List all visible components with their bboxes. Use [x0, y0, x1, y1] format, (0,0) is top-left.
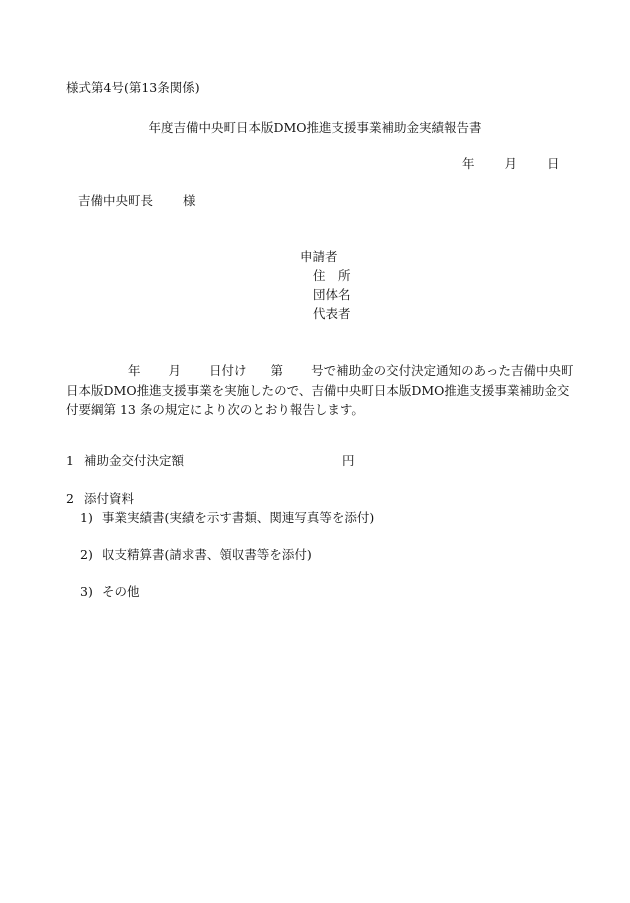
applicant-address-label: 住 所 — [313, 268, 351, 283]
grant-item-number: 1 — [66, 453, 74, 468]
body-no-prefix: 第 — [270, 363, 284, 378]
subitem-number: 1) — [80, 510, 93, 525]
applicant-org-label: 団体名 — [313, 287, 351, 302]
subitem-label: 事業実績書(実績を示す書類、関連写真等を添付) — [102, 510, 375, 525]
subitem-number: 2) — [80, 547, 93, 562]
body-month: 月 — [168, 363, 182, 378]
applicant-block — [300, 249, 351, 325]
form-number: 様式第4号(第13条関係) — [66, 80, 200, 95]
grant-amount-item — [66, 453, 355, 469]
applicant-heading: 申請者 — [300, 249, 338, 264]
body-year: 年 — [128, 363, 141, 378]
applicant-rep-label: 代表者 — [313, 306, 351, 321]
body-dated: 日付け — [209, 363, 247, 378]
grant-item-label: 補助金交付決定額 — [84, 453, 185, 468]
attachment-subitem — [80, 547, 312, 563]
date-day: 日 — [547, 156, 560, 171]
document-title: 年度吉備中央町日本版DMO推進支援事業補助金実績報告書 — [148, 120, 482, 135]
date-year: 年 — [462, 156, 475, 171]
attachments-item-number: 2 — [66, 491, 74, 506]
attachment-subitem — [80, 584, 140, 600]
subitem-label: 収支精算書(請求書、領収書等を添付) — [102, 547, 312, 562]
addressee-honorific: 様 — [183, 193, 196, 208]
grant-item-unit: 円 — [342, 453, 355, 468]
date-line — [462, 156, 560, 172]
date-month: 月 — [504, 156, 518, 171]
attachments-item — [66, 491, 134, 507]
attachment-subitem — [80, 510, 374, 526]
addressee — [78, 193, 196, 209]
body-text: 号で補助金の交付決定通知のあった吉備中央町日本版DMO推進支援事業を実施したので、吉備中央町日本版DMO推進支援事業補助金交付要綱第 13 条の規定により次のとおり報告します。 — [66, 363, 574, 417]
report-body — [66, 361, 580, 420]
subitem-number: 3) — [80, 584, 93, 599]
addressee-name: 吉備中央町長 — [78, 193, 154, 208]
subitem-label: その他 — [102, 584, 140, 599]
attachments-item-label: 添付資料 — [84, 491, 135, 506]
